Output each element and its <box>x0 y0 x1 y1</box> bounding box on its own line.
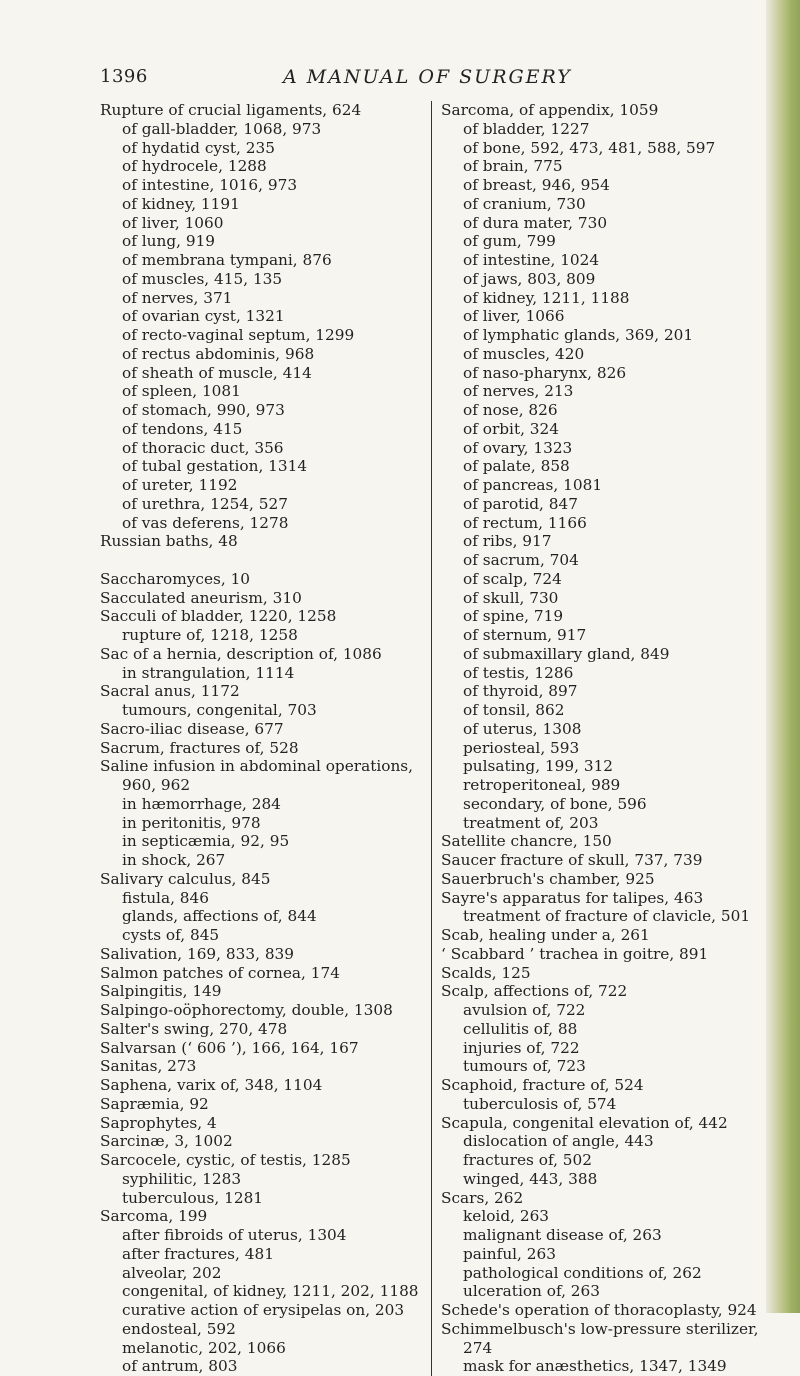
index-heading: Sarcoma, of appendix, 1059 <box>441 101 659 119</box>
index-heading: Saphena, varix of, 348, 1104 <box>100 1076 323 1094</box>
index-heading: Sanitas, 273 <box>100 1057 197 1076</box>
index-heading: Salter's swing, 270, 478 <box>100 1019 288 1038</box>
index-column-right <box>431 101 786 1376</box>
index-subentry: of sternum, 917 <box>463 626 587 644</box>
index-subentry: alveolar, 202 <box>122 1263 222 1282</box>
index-subentry: treatment of, 203 <box>463 813 599 832</box>
index-subentry: of sheath of muscle, 414 <box>122 363 312 382</box>
index-subentry: of ribs, 917 <box>463 532 552 551</box>
index-subentry: of intestine, 1016, 973 <box>122 176 298 194</box>
index-subentry: of cranium, 730 <box>463 194 586 213</box>
index-subentry: of submaxillary gland, 849 <box>463 644 670 663</box>
index-heading: Sayre's apparatus for talipes, 463 <box>441 888 704 907</box>
index-subentry: tuberculosis of, 574 <box>463 1094 617 1113</box>
index-subentry: melanotic, 202, 1066 <box>122 1338 286 1357</box>
index-subentry: 274 <box>463 1338 493 1357</box>
index-subentry: of ureter, 1192 <box>122 476 238 494</box>
index-heading: Sac of a hernia, description of, 1086 <box>100 644 382 663</box>
index-heading: Scapula, congenital elevation of, 442 <box>441 1113 728 1132</box>
index-heading: Scalp, affections of, 722 <box>441 982 628 1001</box>
index-subentry: of spleen, 1081 <box>122 382 241 401</box>
index-subentry: winged, 443, 388 <box>463 1169 598 1188</box>
index-heading: Saline infusion in abdominal operations, <box>100 757 414 776</box>
index-heading: Sarcoma, 199 <box>100 1207 208 1226</box>
index-subentry: of bladder, 1227 <box>463 119 590 138</box>
index-subentry: of hydrocele, 1288 <box>122 157 267 176</box>
index-subentry: of orbit, 324 <box>463 419 560 438</box>
index-heading: Salivary calculus, 845 <box>100 869 271 888</box>
index-subentry: of pancreas, 1081 <box>463 476 603 494</box>
index-subentry: of gall-bladder, 1068, 973 <box>122 119 322 138</box>
index-subentry: endosteal, 592 <box>122 1319 236 1338</box>
index-subentry: of tendons, 415 <box>122 419 243 438</box>
index-subentry: of tonsil, 862 <box>463 701 565 719</box>
index-heading: Sauerbruch's chamber, 925 <box>441 869 655 888</box>
index-subentry: of muscles, 420 <box>463 344 585 363</box>
index-subentry: of hydatid cyst, 235 <box>122 138 275 157</box>
index-subentry: in shock, 267 <box>122 851 226 869</box>
index-subentry: of thoracic duct, 356 <box>122 438 284 457</box>
index-subentry: cysts of, 845 <box>122 926 220 944</box>
index-subentry: of muscles, 415, 135 <box>122 269 283 288</box>
index-gap <box>100 551 418 570</box>
index-heading: Sacral anus, 1172 <box>100 682 240 701</box>
index-heading: Scars, 262 <box>441 1188 524 1207</box>
index-subentry: tumours, congenital, 703 <box>122 701 317 719</box>
index-column-left <box>100 101 418 1376</box>
index-subentry: of antrum, 803 <box>122 1357 238 1376</box>
index-heading: Sarcocele, cystic, of testis, 1285 <box>100 1151 351 1169</box>
index-subentry: congenital, of kidney, 1211, 202, 1188 <box>122 1282 419 1301</box>
page-header <box>100 66 720 90</box>
index-subentry: of kidney, 1191 <box>122 194 240 213</box>
index-subentry: of breast, 946, 954 <box>463 176 610 194</box>
index-subentry: of jaws, 803, 809 <box>463 269 596 288</box>
index-heading: Sacculated aneurism, 310 <box>100 588 302 607</box>
index-heading: Saprophytes, 4 <box>100 1113 217 1132</box>
index-subentry: pulsating, 199, 312 <box>463 757 614 776</box>
index-subentry: of gum, 799 <box>463 232 556 251</box>
index-subentry: rupture of, 1218, 1258 <box>122 626 298 644</box>
index-subentry: periosteal, 593 <box>463 738 580 757</box>
index-subentry: of rectum, 1166 <box>463 513 587 532</box>
index-subentry: of liver, 1066 <box>463 307 565 326</box>
index-subentry: after fractures, 481 <box>122 1244 274 1263</box>
index-subentry: fistula, 846 <box>122 888 209 907</box>
index-heading: Scab, healing under a, 261 <box>441 926 650 944</box>
index-subentry: of stomach, 990, 973 <box>122 401 285 419</box>
index-heading: Schimmelbusch's low-pressure sterilizer, <box>441 1319 759 1338</box>
index-subentry: of lymphatic glands, 369, 201 <box>463 326 694 344</box>
index-subentry: 960, 962 <box>122 776 191 794</box>
index-heading: Russian baths, 48 <box>100 532 238 551</box>
index-heading: Salpingo-oöphorectomy, double, 1308 <box>100 1001 393 1019</box>
index-heading: Scalds, 125 <box>441 963 531 982</box>
index-heading: Scaphoid, fracture of, 524 <box>441 1076 644 1094</box>
index-subentry: of lung, 919 <box>122 232 216 251</box>
index-subentry: of nose, 826 <box>463 401 558 419</box>
running-title: A MANUAL OF SURGERY <box>283 66 572 88</box>
index-subentry: injuries of, 722 <box>463 1038 580 1057</box>
index-subentry: of ovarian cyst, 1321 <box>122 307 285 326</box>
index-subentry: of brain, 775 <box>463 157 563 176</box>
index-subentry: fractures of, 502 <box>463 1151 592 1169</box>
index-subentry: painful, 263 <box>463 1244 556 1263</box>
index-subentry: of urethra, 1254, 527 <box>122 494 288 513</box>
index-subentry: of liver, 1060 <box>122 213 224 232</box>
index-heading: Salivation, 169, 833, 839 <box>100 944 295 963</box>
index-subentry: in strangulation, 1114 <box>122 663 295 682</box>
index-subentry: of testis, 1286 <box>463 663 574 682</box>
index-subentry: keloid, 263 <box>463 1207 550 1226</box>
index-heading: Sacro-iliac disease, 677 <box>100 719 284 738</box>
index-subentry: of intestine, 1024 <box>463 251 600 269</box>
index-subentry: of nerves, 213 <box>463 382 574 401</box>
index-subentry: ulceration of, 263 <box>463 1282 601 1301</box>
index-heading: Sacrum, fractures of, 528 <box>100 738 299 757</box>
index-heading: Rupture of crucial ligaments, 624 <box>100 101 362 119</box>
index-subentry: of spine, 719 <box>463 607 564 626</box>
index-subentry: retroperitoneal, 989 <box>463 776 621 794</box>
index-subentry: syphilitic, 1283 <box>122 1169 242 1188</box>
index-subentry: cellulitis of, 88 <box>463 1019 578 1038</box>
index-heading: Saccharomyces, 10 <box>100 569 251 588</box>
index-subentry: of sacrum, 704 <box>463 551 579 569</box>
index-subentry: of uterus, 1308 <box>463 719 582 738</box>
index-subentry: of thyroid, 897 <box>463 682 578 701</box>
index-subentry: secondary, of bone, 596 <box>463 794 647 813</box>
page-edge-stain <box>766 0 800 1313</box>
index-subentry: of naso-pharynx, 826 <box>463 363 627 382</box>
index-subentry: mask for anæsthetics, 1347, 1349 <box>463 1357 727 1376</box>
index-subentry: treatment of fracture of clavicle, 501 <box>463 907 751 926</box>
index-subentry: of membrana tympani, 876 <box>122 251 332 269</box>
index-subentry: in hæmorrhage, 284 <box>122 794 281 813</box>
index-heading: Schede's operation of thoracoplasty, 924 <box>441 1301 757 1319</box>
index-subentry: glands, affections of, 844 <box>122 907 317 926</box>
index-subentry: in septicæmia, 92, 95 <box>122 832 290 851</box>
index-subentry: of dura mater, 730 <box>463 213 608 232</box>
index-subentry: malignant disease of, 263 <box>463 1226 662 1244</box>
index-heading: Salvarsan (‘ 606 ’), 166, 164, 167 <box>100 1038 359 1057</box>
index-subentry: of ovary, 1323 <box>463 438 573 457</box>
index-heading: Satellite chancre, 150 <box>441 832 612 851</box>
index-subentry: avulsion of, 722 <box>463 1001 586 1019</box>
index-subentry: pathological conditions of, 262 <box>463 1263 702 1282</box>
index-subentry: of skull, 730 <box>463 588 559 607</box>
index-subentry: after fibroids of uterus, 1304 <box>122 1226 347 1244</box>
index-heading: Salmon patches of cornea, 174 <box>100 963 340 982</box>
index-heading: Saucer fracture of skull, 737, 739 <box>441 851 703 869</box>
index-subentry: of kidney, 1211, 1188 <box>463 288 630 307</box>
index-subentry: of rectus abdominis, 968 <box>122 344 315 363</box>
index-subentry: dislocation of angle, 443 <box>463 1132 654 1151</box>
index-subentry: of recto-vaginal septum, 1299 <box>122 326 355 344</box>
index-subentry: of parotid, 847 <box>463 494 578 513</box>
index-heading: Sarcinæ, 3, 1002 <box>100 1132 233 1151</box>
index-subentry: of tubal gestation, 1314 <box>122 457 308 476</box>
index-subentry: of nerves, 371 <box>122 288 233 307</box>
index-subentry: of bone, 592, 473, 481, 588, 597 <box>463 138 716 157</box>
index-heading: Sapræmia, 92 <box>100 1094 209 1113</box>
index-subentry: in peritonitis, 978 <box>122 813 261 832</box>
page-number: 1396 <box>100 66 148 87</box>
index-subentry: of vas deferens, 1278 <box>122 513 289 532</box>
index-heading: ‘ Scabbard ’ trachea in goitre, 891 <box>441 944 709 963</box>
index-subentry: of palate, 858 <box>463 457 570 476</box>
index-heading: Salpingitis, 149 <box>100 982 222 1001</box>
index-subentry: tuberculous, 1281 <box>122 1188 264 1207</box>
index-subentry: of scalp, 724 <box>463 569 562 588</box>
index-subentry: curative action of erysipelas on, 203 <box>122 1301 405 1319</box>
index-subentry: tumours of, 723 <box>463 1057 586 1076</box>
index-heading: Sacculi of bladder, 1220, 1258 <box>100 607 337 626</box>
